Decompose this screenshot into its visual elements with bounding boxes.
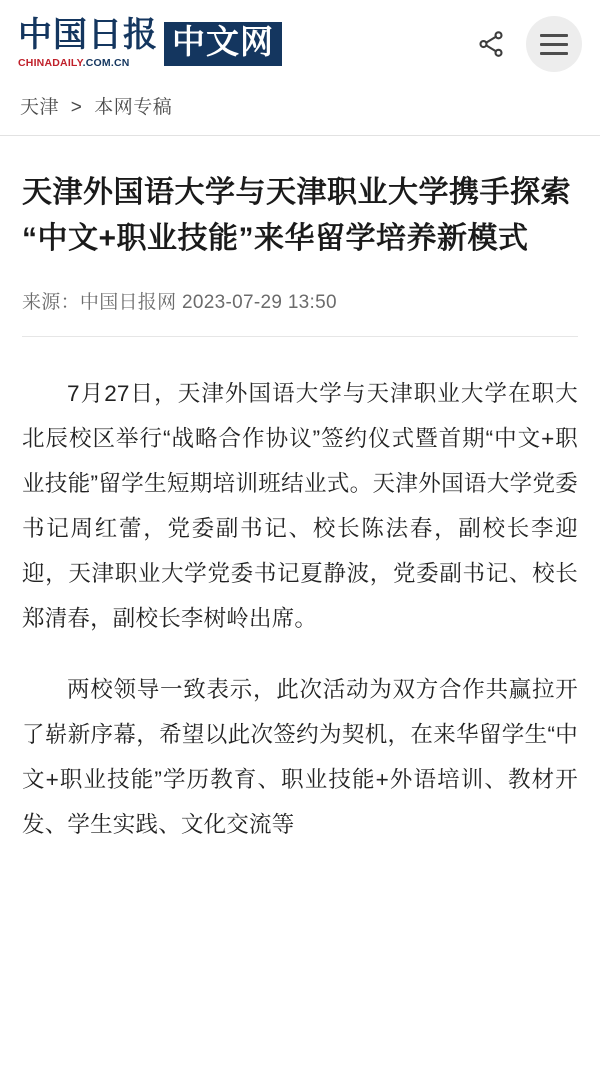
source-name: 中国日报网 [79,292,177,314]
site-logo[interactable] [18,19,282,69]
logo-latin-text [18,58,158,69]
source-label: 来源： [22,292,80,314]
menu-line [540,34,568,37]
logo-latin-suffix: .COM.CN [82,57,130,70]
breadcrumb-item-section[interactable]: 本网专稿 [94,97,173,118]
share-icon[interactable] [474,27,508,61]
breadcrumb-separator: > [70,97,83,118]
article-paragraph: 7月27日，天津外国语大学与天津职业大学在职大北辰校区举行“战略合作协议”签约仪式暨首期“中文+职业技能”留学生短期培训班结业式。天津外国语大学党委书记周红蕾，党委副书记、校长陈法春，副校长李迎迎，天津职业大学党委书记夏静波，党委副书记、校长郑清春，副校长李树岭出席。 [22,381,578,632]
article-meta [22,287,578,336]
site-header [0,0,600,88]
menu-line [540,52,568,55]
breadcrumb-item-region[interactable]: 天津 [20,97,60,118]
article-body [22,337,578,847]
article-paragraph: 两校领导一致表示，此次活动为双方合作共赢拉开了崭新序幕，希望以此次签约为契机，在来华留学生“中文+职业技能”学历教育、职业技能+外语培训、教材开发、学生实践、文化交流等 [22,677,578,838]
hamburger-menu-icon[interactable] [526,16,582,72]
header-divider [0,135,600,136]
page-title: 天津外国语大学与天津职业大学携手探索“中文+职业技能”来华留学培养新模式 [22,176,571,255]
logo-chinese-text: 中国日报 [18,17,158,55]
logo-chinadaily [18,19,158,69]
publish-date: 2023-07-29 [182,292,283,314]
header-actions [474,16,582,72]
publish-time: 13:50 [287,292,337,314]
logo-latin-main: CHINADAILY [18,57,83,70]
menu-line [540,43,568,46]
logo-chinese-site-box: 中文网 [164,22,282,67]
article [0,170,600,847]
breadcrumb [0,88,600,135]
